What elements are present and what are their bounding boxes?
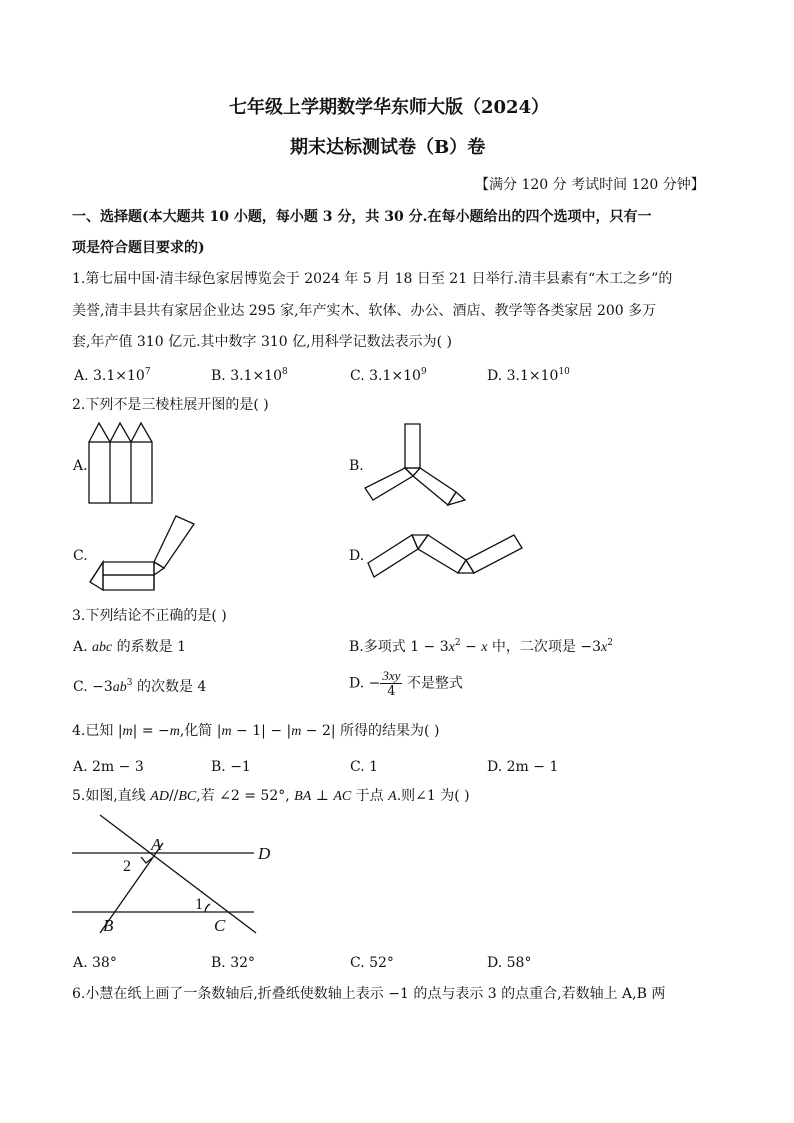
q6-text: 6.小慧在纸上画了一条数轴后,折叠纸使数轴上表示 −1 的点与表示 3 的点重合,若数轴上 A,B 两 — [72, 986, 666, 1002]
q1-text-line3: 套,年产值 310 亿元.其中数字 310 亿,用科学记数法表示为( ) — [72, 334, 452, 350]
q2-figure-d — [366, 525, 531, 580]
q2-option-a[interactable]: A. — [73, 458, 88, 474]
q5-option-d[interactable]: D. 58° — [487, 955, 532, 971]
q2-option-d[interactable]: D. — [349, 548, 365, 564]
q4-option-a[interactable]: A. 2m − 3 — [73, 759, 144, 775]
q4-text: 4.已知 |m| = −m,化简 |m − 1| − |m − 2| 所得的结果为( ) — [72, 723, 440, 739]
label-d: D — [258, 844, 271, 863]
exam-title: 七年级上学期数学华东师大版（2024） — [229, 97, 550, 118]
label-angle-1: 1 — [195, 896, 203, 913]
q2-text: 2.下列不是三棱柱展开图的是( ) — [72, 397, 269, 413]
section-heading-cont: 项是符合题目要求的) — [72, 240, 205, 256]
q2-option-b[interactable]: B. — [349, 458, 364, 474]
q5-option-a[interactable]: A. 38° — [73, 955, 117, 971]
q4-option-c[interactable]: C. 1 — [350, 759, 379, 775]
q3-option-d[interactable]: D. − $\frac{3xy}{4}$ 不是整式 — [349, 668, 463, 699]
q5-option-c[interactable]: C. 52° — [350, 955, 394, 971]
q1-text-line2: 美誉,清丰县共有家居企业达 295 家,年产实木、软体、办公、酒店、教学等各类家居 200 多万 — [72, 303, 657, 319]
q3-option-a[interactable]: A. abc 的系数是 1 — [73, 639, 187, 655]
label-b: B — [103, 916, 114, 935]
q2-figure-c — [86, 512, 196, 594]
q1-option-d[interactable]: D. $3.1\times 10^{10}$ — [487, 367, 570, 384]
q5-geometry-figure — [60, 805, 290, 940]
label-c: C — [214, 916, 226, 935]
exam-subtitle: 期末达标测试卷（B）卷 — [290, 137, 486, 158]
q1-option-b[interactable]: B. $3.1\times 10^8$ — [211, 367, 288, 384]
q1-option-a[interactable]: A. $3.1\times 10^7$ — [74, 367, 151, 384]
q1-option-c[interactable]: C. $3.1\times 10^9$ — [350, 367, 427, 384]
exam-info: 【满分 120 分 考试时间 120 分钟】 — [475, 177, 705, 193]
q4-option-b[interactable]: B. −1 — [211, 759, 251, 775]
q2-option-c[interactable]: C. — [73, 548, 88, 564]
q5-text: 5.如图,直线 AD//BC,若 ∠2 = 52°, BA ⊥ AC 于点 A.则∠1 为( ) — [72, 788, 470, 804]
q3-option-c[interactable]: C. $-3ab^3$ 的次数是 4 — [73, 678, 207, 695]
label-angle-2: 2 — [123, 858, 131, 875]
q3-option-b[interactable]: B.多项式 $1 - 3x^2 - x$ 中，二次项是 $-3x^2$ — [349, 638, 613, 655]
label-a: A — [151, 835, 162, 854]
section-heading: 一、选择题(本大题共 10 小题，每小题 3 分，共 30 分.在每小题给出的四个选项中，只有一 — [72, 209, 652, 225]
q1-text-line1: 1.第七届中国·清丰绿色家居博览会于 2024 年 5 月 18 日至 21 日举行.清丰县素有“木工之乡”的 — [72, 271, 673, 287]
q2-figure-a — [86, 420, 156, 505]
q4-option-d[interactable]: D. 2m − 1 — [487, 759, 559, 775]
q3-text: 3.下列结论不正确的是( ) — [72, 608, 227, 624]
q5-option-b[interactable]: B. 32° — [211, 955, 256, 971]
q2-figure-b — [360, 420, 470, 512]
